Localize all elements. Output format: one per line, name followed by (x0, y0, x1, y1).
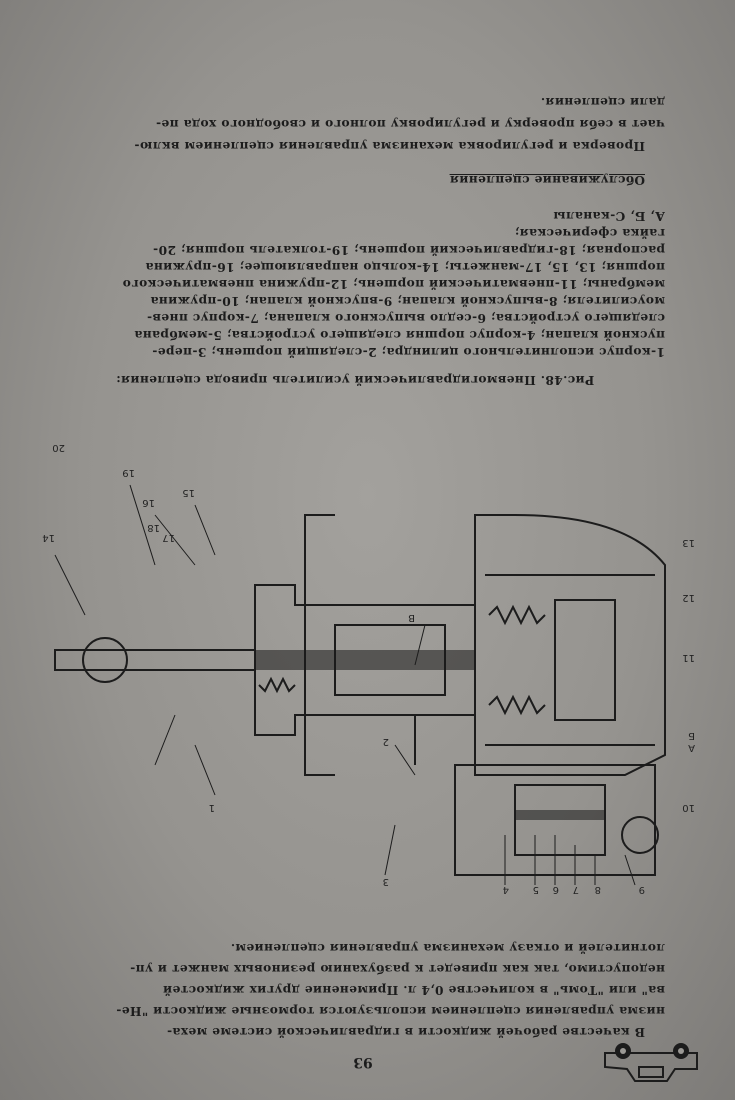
section-line: Проверка и регулировка механизма управления сцеплением вклю- (134, 139, 645, 153)
callout-1: 1 (208, 802, 215, 813)
callout-3: 3 (382, 876, 389, 887)
callout-2: 2 (382, 736, 389, 747)
callout-17: 17 (162, 532, 175, 543)
callout-5: 5 (532, 884, 539, 895)
legend-line: поршня; 13, 15, 17-манжеты; 14-кольцо направляющее; 16-пружина (145, 260, 665, 274)
booster-cross-section-diagram (35, 400, 715, 915)
legend-line: пускной клапан; 4-корпус поршня следящего устройства; 5-мембрана (134, 328, 665, 342)
callout-16: 16 (142, 497, 155, 508)
callout-9: 9 (638, 884, 645, 895)
callout-11: 11 (682, 652, 695, 663)
callout-a: А (688, 742, 695, 753)
intro-line: лотнителей и отказу механизма управления сцеплением. (230, 941, 665, 955)
legend-line: моусилителя; 8-выпускной клапан; 9-впускной клапан; 10-пружина (150, 294, 665, 308)
callout-4: 4 (502, 884, 509, 895)
callout-13: 13 (682, 537, 695, 548)
page-number: 93 (353, 1054, 373, 1070)
intro-line: низма управления сцеплением используются тормозные жидкости "Не- (115, 1004, 665, 1018)
callout-6: 6 (552, 884, 559, 895)
callout-7: 7 (572, 884, 579, 895)
callout-14: 14 (42, 532, 55, 543)
callout-20: 20 (52, 442, 65, 453)
callout-10: 10 (682, 802, 695, 813)
callout-12: 12 (682, 592, 695, 603)
section-heading: Обслуживание сцепления (449, 173, 645, 187)
callout-8: 8 (594, 884, 601, 895)
truck-logo-icon (595, 1035, 705, 1095)
section-line: чает в себя проверку и регулировку полного и свободного хода пе- (155, 117, 665, 131)
legend-line: следящего устройства; 6-седло выпускного клапана; 7-корпус пнев- (146, 311, 665, 325)
callout-18: 18 (147, 522, 160, 533)
callout-v: В (408, 612, 415, 623)
legend-line: 1-корпус исполнительного цилиндра; 2-следящий поршень; 3-пере- (151, 345, 665, 359)
figure-caption: Рис.48. Пневмогидравлический усилитель привода сцепления: (115, 373, 595, 387)
intro-line: недопустимо, так как приведет к разбуханию резиновых манжет и уп- (129, 962, 665, 976)
intro-line: ва" или "Томь" в количестве 0,4 л. Применение других жидкостей (162, 983, 665, 997)
intro-line: В качестве рабочей жидкости в гидравлической системе меха- (166, 1025, 645, 1039)
callout-b: Б (688, 730, 695, 741)
legend-line: мембраны; 11-пневматический поршень; 12-пружина пневматического (122, 277, 665, 291)
callout-15: 15 (182, 487, 195, 498)
legend-line: распорная; 18-гидравлический поршень; 19-толкатель поршня; 20- (152, 243, 665, 257)
section-line: дали сцепления. (540, 95, 665, 109)
legend-line: гайка сферическая; (514, 226, 665, 240)
callout-19: 19 (122, 467, 135, 478)
legend-line: А, Б, С-каналы (553, 209, 665, 223)
